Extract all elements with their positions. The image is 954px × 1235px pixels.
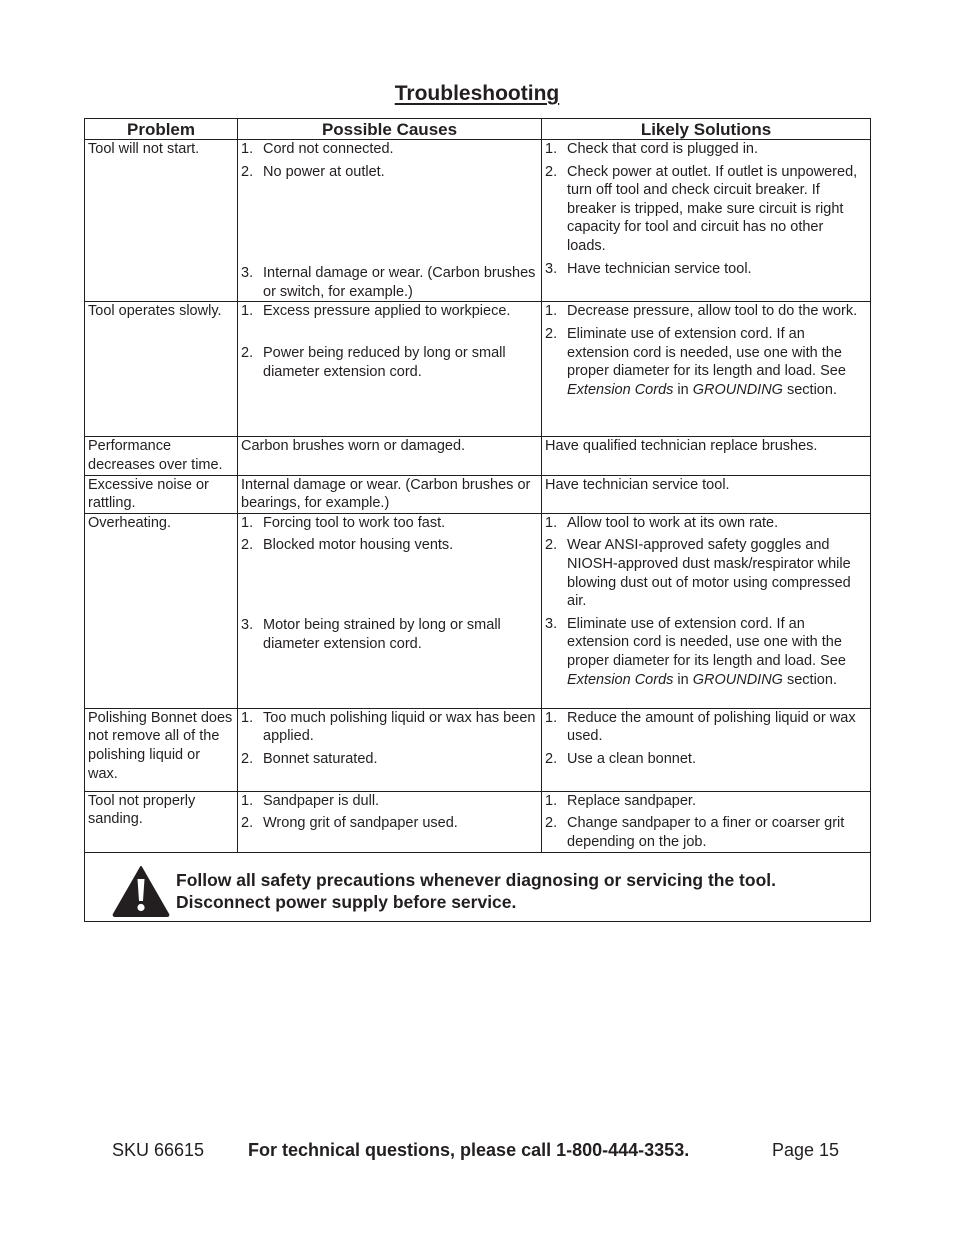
solution-text: Use a clean bonnet. xyxy=(567,750,696,767)
solutions-cell xyxy=(542,140,871,302)
item-number: 1. xyxy=(241,792,254,809)
cause-item xyxy=(241,750,537,769)
cause-item xyxy=(241,814,537,833)
section-reference: Extension Cords xyxy=(567,671,674,688)
cause-item xyxy=(241,709,537,746)
cause-item xyxy=(241,536,537,555)
causes-cell xyxy=(238,140,542,302)
table-row xyxy=(85,513,871,708)
solution-item xyxy=(545,814,866,851)
warning-row xyxy=(85,852,871,921)
item-number: 3. xyxy=(545,615,558,632)
item-number: 2. xyxy=(241,815,254,832)
footer-page-number: Page 15 xyxy=(772,1140,840,1160)
item-number: 2. xyxy=(545,163,558,180)
cause-item xyxy=(241,302,537,321)
solution-text: Decrease pressure, allow tool to do the work. xyxy=(567,303,858,320)
item-number: 1. xyxy=(241,709,254,726)
cause-text: Internal damage or wear. (Carbon brushes or switch, for example.) xyxy=(263,265,536,300)
footer-tech-support: For technical questions, please call 1-800-444-3353. xyxy=(248,1140,690,1160)
item-number: 1. xyxy=(545,709,558,726)
cause-text: Cord not connected. xyxy=(263,141,394,157)
solution-text-part: in xyxy=(673,671,693,688)
solution-text: Have technician service tool. xyxy=(567,260,752,277)
cause-text: Power being reduced by long or small diameter extension cord. xyxy=(263,344,506,380)
cause-item xyxy=(241,514,537,533)
warning-line: Follow all safety precautions whenever diagnosing or servicing the tool. xyxy=(176,869,776,890)
solution-text: Allow tool to work at its own rate. xyxy=(567,514,779,531)
item-number: 1. xyxy=(545,792,558,809)
solution-text xyxy=(567,615,866,689)
causes-cell xyxy=(238,513,542,708)
table-row xyxy=(85,140,871,302)
solution-text: Change sandpaper to a finer or coarser grit depending on the job. xyxy=(567,815,845,850)
table-row xyxy=(85,791,871,852)
solution-item xyxy=(545,140,866,159)
causes-cell xyxy=(238,708,542,791)
section-reference: GROUNDING xyxy=(692,381,783,398)
item-number: 2. xyxy=(545,537,558,554)
table-row xyxy=(85,302,871,437)
problem-cell: Excessive noise or rattling. xyxy=(85,475,238,513)
cause-text: Blocked motor housing vents. xyxy=(263,537,454,554)
cause-item xyxy=(241,163,537,182)
cause-text: Too much polishing liquid or wax has been applied. xyxy=(263,709,536,745)
item-number: 2. xyxy=(545,750,558,767)
page-title-wrap xyxy=(0,82,954,106)
solution-item xyxy=(545,709,866,746)
solutions-cell: Have qualified technician replace brushes. xyxy=(542,437,871,475)
solution-item xyxy=(545,514,866,533)
item-number: 2. xyxy=(241,750,254,767)
item-number: 2. xyxy=(241,537,254,554)
column-header-causes: Possible Causes xyxy=(238,119,542,140)
cause-item xyxy=(241,264,537,301)
solution-text-part: Eliminate use of extension cord. If an extension cord is needed, use one with the proper diameter for its length and load. See xyxy=(567,615,846,669)
solution-text: Check that cord is plugged in. xyxy=(567,141,759,157)
item-number: 3. xyxy=(241,616,254,633)
cause-text: Wrong grit of sandpaper used. xyxy=(263,815,458,832)
solution-text: Reduce the amount of polishing liquid or wax used. xyxy=(567,709,856,745)
section-reference: GROUNDING xyxy=(692,671,783,688)
footer-sku: SKU 66615 xyxy=(112,1140,205,1160)
causes-cell: Carbon brushes worn or damaged. xyxy=(238,437,542,475)
solution-item xyxy=(545,792,866,811)
column-header-problem: Problem xyxy=(85,119,238,140)
problem-cell: Overheating. xyxy=(85,513,238,708)
solutions-cell xyxy=(542,791,871,852)
table-header-row xyxy=(85,119,871,140)
troubleshooting-table xyxy=(84,118,871,922)
solution-item xyxy=(545,302,866,321)
solution-item xyxy=(545,163,866,256)
solution-text: Replace sandpaper. xyxy=(567,792,696,809)
solutions-cell xyxy=(542,302,871,437)
causes-cell: Internal damage or wear. (Carbon brushes or bearings, for example.) xyxy=(238,475,542,513)
item-number: 2. xyxy=(545,325,558,342)
item-number: 2. xyxy=(241,344,254,361)
solution-item xyxy=(545,536,866,610)
warning-triangle-icon xyxy=(112,865,170,917)
table-row xyxy=(85,708,871,791)
cause-item xyxy=(241,616,537,653)
solutions-cell xyxy=(542,708,871,791)
solution-item xyxy=(545,325,866,399)
solution-text-part: Eliminate use of extension cord. If an extension cord is needed, use one with the proper diameter for its length and load. See xyxy=(567,325,846,380)
cause-text: No power at outlet. xyxy=(263,163,385,180)
column-header-solutions: Likely Solutions xyxy=(542,119,871,140)
item-number: 1. xyxy=(545,141,558,157)
warning-text xyxy=(176,869,776,913)
solution-text xyxy=(567,325,866,399)
causes-cell xyxy=(238,791,542,852)
item-number: 1. xyxy=(545,514,558,531)
cause-text: Excess pressure applied to workpiece. xyxy=(263,303,511,320)
solution-text-part: section. xyxy=(782,381,837,398)
item-number: 1. xyxy=(545,303,558,320)
cause-text: Sandpaper is dull. xyxy=(263,792,380,809)
problem-cell: Performance decreases over time. xyxy=(85,437,238,475)
solution-item xyxy=(545,260,866,279)
item-number: 1. xyxy=(241,303,254,320)
warning-box xyxy=(85,852,871,921)
item-number: 1. xyxy=(241,141,254,157)
item-number: 2. xyxy=(545,815,558,832)
solution-item xyxy=(545,615,866,689)
solutions-cell xyxy=(542,513,871,708)
cause-item xyxy=(241,792,537,811)
solution-item xyxy=(545,750,866,769)
item-number: 1. xyxy=(241,514,254,531)
solution-text: Wear ANSI-approved safety goggles and NIOSH-approved dust mask/respirator while blowing dust out of motor using compressed air. xyxy=(567,537,851,610)
item-number: 3. xyxy=(241,265,254,282)
problem-cell: Polishing Bonnet does not remove all of the polishing liquid or wax. xyxy=(85,708,238,791)
item-number: 3. xyxy=(545,260,558,277)
problem-cell: Tool not properly sanding. xyxy=(85,791,238,852)
page-title: Troubleshooting xyxy=(394,82,560,105)
item-number: 2. xyxy=(241,163,254,180)
cause-item xyxy=(241,140,537,159)
cause-text: Bonnet saturated. xyxy=(263,750,378,767)
solution-text-part: section. xyxy=(782,671,837,688)
table-row xyxy=(85,437,871,475)
table-row xyxy=(85,475,871,513)
problem-cell: Tool will not start. xyxy=(85,140,238,302)
cause-text: Forcing tool to work too fast. xyxy=(263,514,446,531)
problem-cell: Tool operates slowly. xyxy=(85,302,238,437)
causes-cell xyxy=(238,302,542,437)
solution-text-part: in xyxy=(673,381,693,398)
solutions-cell: Have technician service tool. xyxy=(542,475,871,513)
solution-text: Check power at outlet. If outlet is unpowered, turn off tool and check circuit breaker. If breaker is tripped, make sure circuit is right capacity for tool and circuit has no other loads. xyxy=(567,163,858,254)
section-reference: Extension Cords xyxy=(567,381,674,398)
warning-line: Disconnect power supply before service. xyxy=(176,891,517,912)
cause-item xyxy=(241,344,537,381)
cause-text: Motor being strained by long or small diameter extension cord. xyxy=(263,616,501,652)
